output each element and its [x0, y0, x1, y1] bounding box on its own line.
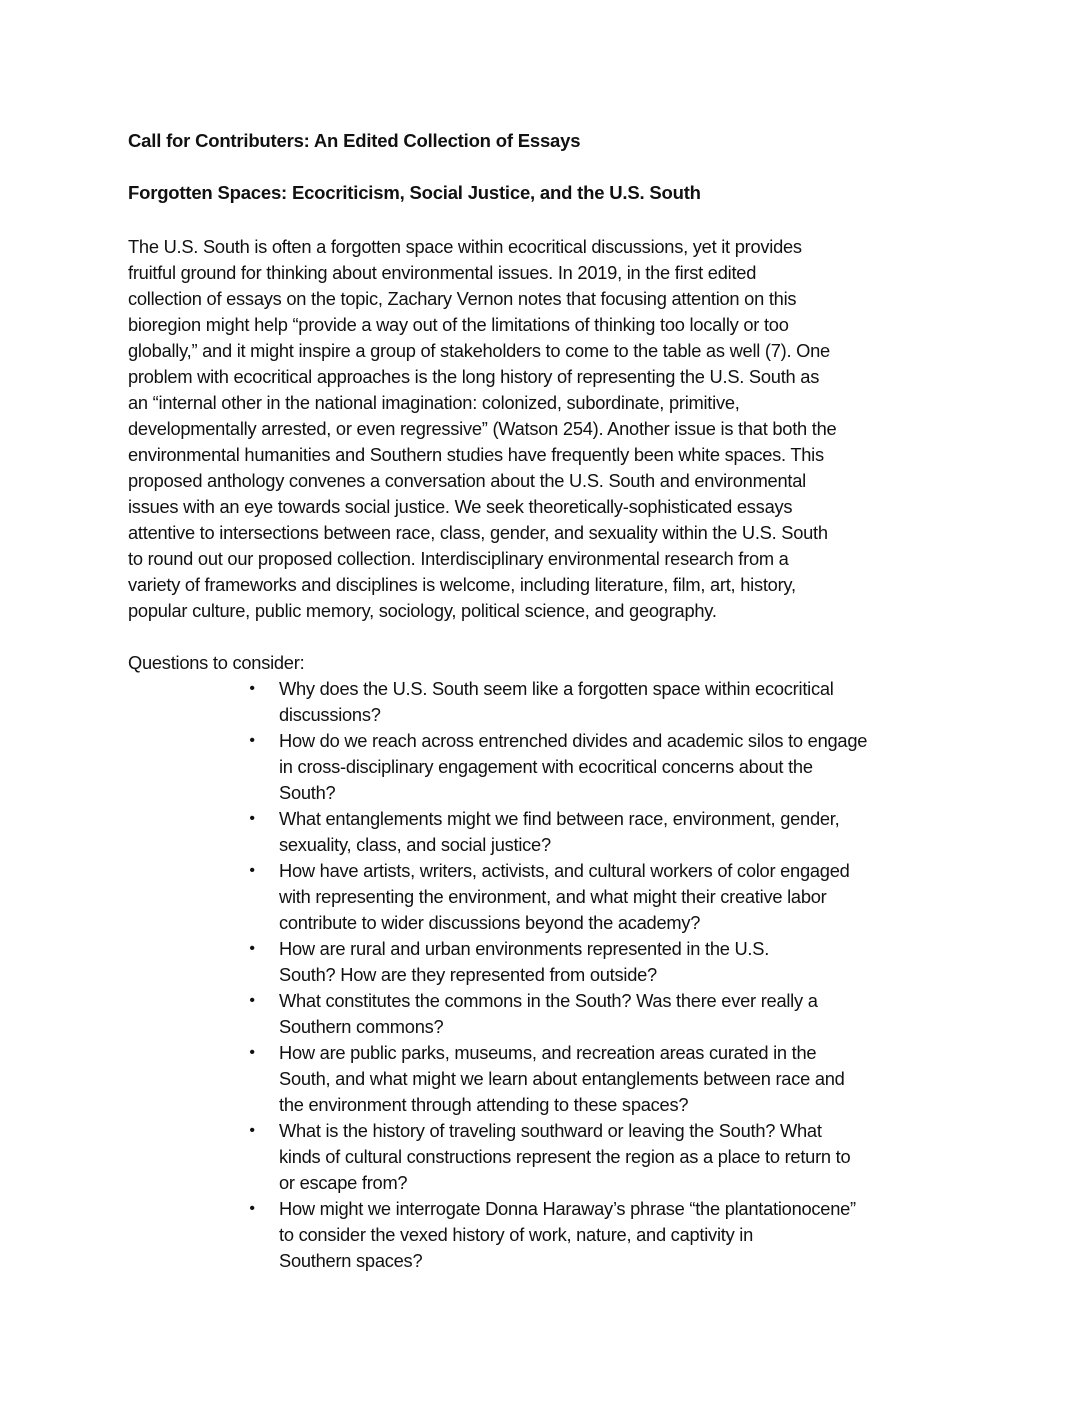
question-item: [0, 858, 1088, 936]
question-line: kinds of cultural constructions represent the region as a place to return to: [279, 1146, 851, 1167]
paragraph-line: collection of essays on the topic, Zachary Vernon notes that focusing attention on this: [128, 288, 797, 309]
bullet-icon: •: [249, 680, 255, 697]
question-line: How are public parks, museums, and recreation areas curated in the: [279, 1042, 817, 1063]
paragraph-line: bioregion might help “provide a way out of the limitations of thinking too locally or too: [128, 314, 789, 335]
paragraph-line: developmentally arrested, or even regressive” (Watson 254). Another issue is that both the: [128, 418, 837, 439]
question-line: contribute to wider discussions beyond the academy?: [279, 912, 701, 933]
intro-paragraph: [128, 234, 968, 624]
question-line: What constitutes the commons in the South? Was there ever really a: [279, 990, 818, 1011]
paragraph-line: an “internal other in the national imagination: colonized, subordinate, primitive,: [128, 392, 740, 413]
paragraph-line: variety of frameworks and disciplines is welcome, including literature, film, art, history,: [128, 574, 796, 595]
question-line: to consider the vexed history of work, nature, and captivity in: [279, 1224, 754, 1245]
question-line: Southern spaces?: [279, 1250, 423, 1271]
bullet-icon: •: [249, 1200, 255, 1217]
question-line: in cross-disciplinary engagement with ecocritical concerns about the: [279, 756, 813, 777]
question-line: sexuality, class, and social justice?: [279, 834, 551, 855]
question-line: discussions?: [279, 704, 381, 725]
question-line: How do we reach across entrenched divides and academic silos to engage: [279, 730, 868, 751]
paragraph-line: The U.S. South is often a forgotten space within ecocritical discussions, yet it provides: [128, 236, 802, 257]
question-line: or escape from?: [279, 1172, 408, 1193]
question-line: What is the history of traveling southward or leaving the South? What: [279, 1120, 822, 1141]
paragraph-line: globally,” and it might inspire a group of stakeholders to come to the table as well (7). One: [128, 340, 830, 361]
bullet-icon: •: [249, 732, 255, 749]
bullet-icon: •: [249, 940, 255, 957]
question-item: [0, 1196, 1088, 1274]
bullet-icon: •: [249, 1044, 255, 1061]
question-item: [0, 1040, 1088, 1118]
bullet-icon: •: [249, 1122, 255, 1139]
questions-label: Questions to consider:: [128, 652, 305, 673]
question-item: [0, 936, 1088, 988]
document-title: Call for Contributers: An Edited Collection of Essays: [128, 130, 581, 151]
question-line: South? How are they represented from outside?: [279, 964, 657, 985]
question-item: [0, 806, 1088, 858]
bullet-icon: •: [249, 992, 255, 1009]
question-item: [0, 988, 1088, 1040]
paragraph-line: problem with ecocritical approaches is the long history of representing the U.S. South as: [128, 366, 820, 387]
question-line: the environment through attending to these spaces?: [279, 1094, 689, 1115]
paragraph-line: issues with an eye towards social justice. We seek theoretically-sophisticated essays: [128, 496, 793, 517]
paragraph-line: attentive to intersections between race, class, gender, and sexuality within the U.S. South: [128, 522, 828, 543]
question-line: South, and what might we learn about entanglements between race and: [279, 1068, 845, 1089]
question-line: How might we interrogate Donna Haraway’s phrase “the plantationocene”: [279, 1198, 856, 1219]
paragraph-line: proposed anthology convenes a conversation about the U.S. South and environmental: [128, 470, 806, 491]
paragraph-line: fruitful ground for thinking about environmental issues. In 2019, in the first edited: [128, 262, 757, 283]
paragraph-line: to round out our proposed collection. Interdisciplinary environmental research from a: [128, 548, 789, 569]
question-line: What entanglements might we find between race, environment, gender,: [279, 808, 840, 829]
document-subtitle: Forgotten Spaces: Ecocriticism, Social Justice, and the U.S. South: [128, 182, 701, 203]
bullet-icon: •: [249, 810, 255, 827]
paragraph-line: popular culture, public memory, sociology, political science, and geography.: [128, 600, 717, 621]
question-line: with representing the environment, and what might their creative labor: [279, 886, 827, 907]
question-item: [0, 1118, 1088, 1196]
question-line: How are rural and urban environments represented in the U.S.: [279, 938, 770, 959]
question-item: [0, 728, 1088, 806]
questions-list: [0, 676, 1088, 1274]
question-line: Southern commons?: [279, 1016, 444, 1037]
question-line: Why does the U.S. South seem like a forgotten space within ecocritical: [279, 678, 834, 699]
paragraph-line: environmental humanities and Southern studies have frequently been white spaces. This: [128, 444, 824, 465]
question-item: [0, 676, 1088, 728]
bullet-icon: •: [249, 862, 255, 879]
question-line: South?: [279, 782, 336, 803]
question-line: How have artists, writers, activists, and cultural workers of color engaged: [279, 860, 850, 881]
